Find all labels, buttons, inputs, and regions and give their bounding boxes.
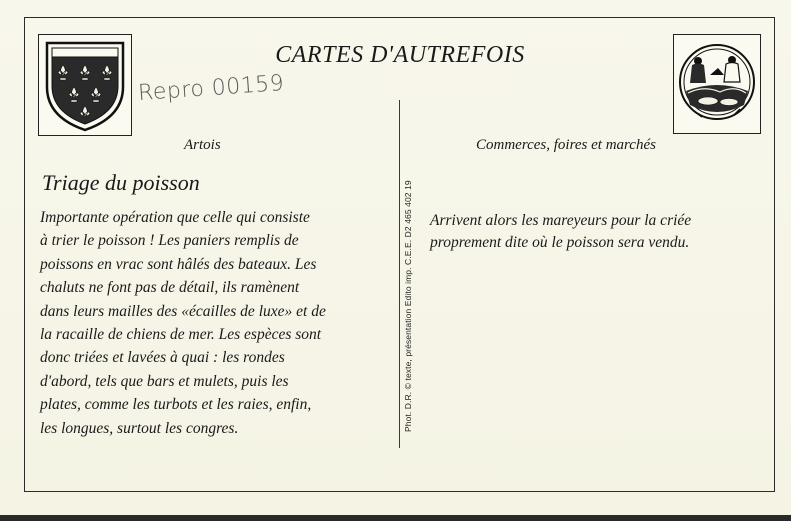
photo-credit: Phot. D.R. © texte, présentation Edito imp. C.E.E. D2 465 402 19 [403, 180, 413, 432]
description-left [40, 206, 384, 440]
card-title: Triage du poisson [42, 170, 200, 195]
center-divider [399, 100, 400, 448]
description-right [430, 210, 768, 254]
market-scene-medallion-icon [673, 34, 761, 134]
text-line: plates, comme les turbots et les raies, enfin, [40, 396, 312, 414]
text-line: Arrivent alors les mareyeurs pour la criée [430, 212, 692, 229]
scan-edge [0, 515, 791, 521]
fleur-de-lis-coat-of-arms-icon [38, 34, 132, 136]
text-line: donc triées et lavées à quai : les rondes [40, 349, 285, 367]
text-line: la racaille de chiens de mer. Les espèces sont [40, 326, 322, 344]
text-line: les longues, surtout les congres. [40, 419, 239, 437]
text-line: à trier le poisson ! Les paniers remplis de [40, 232, 299, 250]
text-line: dans leurs mailles des «écailles de luxe» et de [40, 302, 326, 320]
text-line: chaluts ne font pas de détail, ils ramènent [40, 279, 300, 297]
text-line: d'abord, tels que bars et mulets, puis les [40, 372, 289, 390]
category-label: Commerces, foires et marchés [476, 137, 656, 153]
region-label: Artois [184, 137, 221, 153]
handwritten-reference: Repro 00159 [137, 70, 286, 107]
series-title: CARTES D'AUTREFOIS [275, 42, 525, 68]
text-line: proprement dite où le poisson sera vendu. [430, 234, 690, 251]
text-line: Importante opération que celle qui consiste [40, 209, 310, 226]
text-line: poissons en vrac sont hâlés des bateaux. Les [40, 255, 317, 273]
